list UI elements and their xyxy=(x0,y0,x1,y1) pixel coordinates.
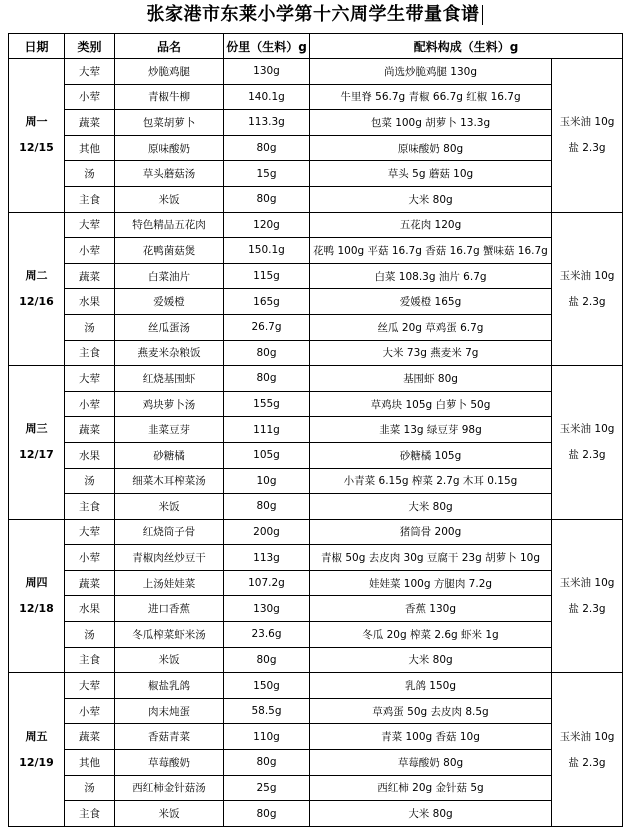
day-name: 周四 xyxy=(25,575,48,589)
ingredients-cell: 大米 80g xyxy=(310,494,552,520)
ingredients-cell: 原味酸奶 80g xyxy=(310,135,552,161)
oil-salt-cell xyxy=(552,519,623,673)
table-row xyxy=(9,724,623,750)
oil-amount: 玉米油 10g xyxy=(559,576,615,589)
category-cell: 其他 xyxy=(65,135,115,161)
day-cell xyxy=(9,212,65,366)
dish-cell: 上汤娃娃菜 xyxy=(115,570,224,596)
ingredients-cell: 大米 80g xyxy=(310,186,552,212)
portion-cell: 80g xyxy=(224,135,310,161)
salt-amount: 盐 2.3g xyxy=(568,756,606,769)
salt-amount: 盐 2.3g xyxy=(568,602,606,615)
category-cell: 小荤 xyxy=(65,698,115,724)
table-row xyxy=(9,417,623,443)
ingredients-cell: 五花肉 120g xyxy=(310,212,552,238)
portion-cell: 107.2g xyxy=(224,570,310,596)
ingredients-cell: 草鸡块 105g 白萝卜 50g xyxy=(310,391,552,417)
ingredients-cell: 青椒 50g 去皮肉 30g 豆腐干 23g 胡萝卜 10g xyxy=(310,545,552,571)
table-row xyxy=(9,110,623,136)
ingredients-cell: 韭菜 13g 绿豆芽 98g xyxy=(310,417,552,443)
header-ingredients: 配料构成（生料）g xyxy=(310,34,623,59)
table-row xyxy=(9,442,623,468)
ingredients-cell: 娃娃菜 100g 方腿肉 7.2g xyxy=(310,570,552,596)
category-cell: 主食 xyxy=(65,801,115,827)
menu-table xyxy=(8,33,623,827)
dish-cell: 红烧基围虾 xyxy=(115,366,224,392)
category-cell: 大荤 xyxy=(65,59,115,85)
dish-cell: 草头蘑菇汤 xyxy=(115,161,224,187)
ingredients-cell: 白菜 108.3g 油片 6.7g xyxy=(310,263,552,289)
dish-cell: 包菜胡萝卜 xyxy=(115,110,224,136)
day-cell xyxy=(9,673,65,827)
table-row xyxy=(9,750,623,776)
category-cell: 小荤 xyxy=(65,545,115,571)
table-row xyxy=(9,801,623,827)
category-cell: 主食 xyxy=(65,647,115,673)
ingredients-cell: 砂糖橘 105g xyxy=(310,442,552,468)
ingredients-cell: 花鸭 100g 平菇 16.7g 香菇 16.7g 蟹味菇 16.7g xyxy=(310,238,552,264)
dish-cell: 冬瓜榨菜虾米汤 xyxy=(115,622,224,648)
ingredients-cell: 尚选炒脆鸡腿 130g xyxy=(310,59,552,85)
table-row xyxy=(9,545,623,571)
salt-amount: 盐 2.3g xyxy=(568,295,606,308)
table-row xyxy=(9,161,623,187)
category-cell: 主食 xyxy=(65,186,115,212)
ingredients-cell: 包菜 100g 胡萝卜 13.3g xyxy=(310,110,552,136)
dish-cell: 砂糖橘 xyxy=(115,442,224,468)
header-row xyxy=(9,34,623,59)
dish-cell: 爱媛橙 xyxy=(115,289,224,315)
portion-cell: 80g xyxy=(224,366,310,392)
oil-amount: 玉米油 10g xyxy=(559,423,615,436)
portion-cell: 150.1g xyxy=(224,238,310,264)
category-cell: 大荤 xyxy=(65,519,115,545)
dish-cell: 香菇青菜 xyxy=(115,724,224,750)
oil-amount: 玉米油 10g xyxy=(559,269,615,282)
day-date: 12/17 xyxy=(19,448,54,462)
table-row xyxy=(9,186,623,212)
category-cell: 大荤 xyxy=(65,212,115,238)
portion-cell: 80g xyxy=(224,801,310,827)
table-row xyxy=(9,519,623,545)
portion-cell: 15g xyxy=(224,161,310,187)
oil-salt-cell xyxy=(552,673,623,827)
ingredients-cell: 牛里脊 56.7g 青椒 66.7g 红椒 16.7g xyxy=(310,84,552,110)
dish-cell: 草莓酸奶 xyxy=(115,750,224,776)
dish-cell: 青椒肉丝炒豆干 xyxy=(115,545,224,571)
table-row xyxy=(9,340,623,366)
dish-cell: 西红柿金针菇汤 xyxy=(115,775,224,801)
day-name: 周五 xyxy=(25,729,48,743)
portion-cell: 23.6g xyxy=(224,622,310,648)
portion-cell: 113.3g xyxy=(224,110,310,136)
portion-cell: 10g xyxy=(224,468,310,494)
day-cell xyxy=(9,59,65,213)
table-row xyxy=(9,84,623,110)
day-name: 周一 xyxy=(25,115,48,129)
portion-cell: 58.5g xyxy=(224,698,310,724)
ingredients-cell: 大米 73g 燕麦米 7g xyxy=(310,340,552,366)
portion-cell: 130g xyxy=(224,59,310,85)
category-cell: 蔬菜 xyxy=(65,263,115,289)
ingredients-cell: 猪筒骨 200g xyxy=(310,519,552,545)
header-date: 日期 xyxy=(9,34,65,59)
portion-cell: 105g xyxy=(224,442,310,468)
ingredients-cell: 草莓酸奶 80g xyxy=(310,750,552,776)
category-cell: 小荤 xyxy=(65,238,115,264)
portion-cell: 80g xyxy=(224,494,310,520)
portion-cell: 111g xyxy=(224,417,310,443)
day-cell xyxy=(9,366,65,520)
header-category: 类别 xyxy=(65,34,115,59)
table-row xyxy=(9,596,623,622)
dish-cell: 椒盐乳鸽 xyxy=(115,673,224,699)
dish-cell: 鸡块萝卜汤 xyxy=(115,391,224,417)
portion-cell: 80g xyxy=(224,340,310,366)
ingredients-cell: 基围虾 80g xyxy=(310,366,552,392)
ingredients-cell: 大米 80g xyxy=(310,647,552,673)
dish-cell: 燕麦米杂粮饭 xyxy=(115,340,224,366)
dish-cell: 原味酸奶 xyxy=(115,135,224,161)
dish-cell: 红烧筒子骨 xyxy=(115,519,224,545)
table-row xyxy=(9,238,623,264)
dish-cell: 白菜油片 xyxy=(115,263,224,289)
header-portion: 份里（生料）g xyxy=(224,34,310,59)
table-row xyxy=(9,698,623,724)
dish-cell: 炒脆鸡腿 xyxy=(115,59,224,85)
header-dish: 品名 xyxy=(115,34,224,59)
table-row xyxy=(9,263,623,289)
oil-salt-cell xyxy=(552,212,623,366)
page-title xyxy=(0,0,629,32)
category-cell: 主食 xyxy=(65,494,115,520)
category-cell: 蔬菜 xyxy=(65,570,115,596)
day-name: 周三 xyxy=(25,422,48,436)
portion-cell: 80g xyxy=(224,647,310,673)
portion-cell: 155g xyxy=(224,391,310,417)
portion-cell: 200g xyxy=(224,519,310,545)
portion-cell: 165g xyxy=(224,289,310,315)
portion-cell: 115g xyxy=(224,263,310,289)
oil-salt-cell xyxy=(552,59,623,213)
table-row xyxy=(9,314,623,340)
category-cell: 大荤 xyxy=(65,366,115,392)
dish-cell: 肉末炖蛋 xyxy=(115,698,224,724)
dish-cell: 米饭 xyxy=(115,494,224,520)
portion-cell: 150g xyxy=(224,673,310,699)
table-row xyxy=(9,647,623,673)
ingredients-cell: 西红柿 20g 金针菇 5g xyxy=(310,775,552,801)
portion-cell: 113g xyxy=(224,545,310,571)
ingredients-cell: 冬瓜 20g 榨菜 2.6g 虾米 1g xyxy=(310,622,552,648)
category-cell: 水果 xyxy=(65,289,115,315)
table-row xyxy=(9,135,623,161)
day-name: 周二 xyxy=(25,268,48,282)
category-cell: 水果 xyxy=(65,442,115,468)
oil-salt-cell xyxy=(552,366,623,520)
table-row xyxy=(9,289,623,315)
ingredients-cell: 乳鸽 150g xyxy=(310,673,552,699)
dish-cell: 米饭 xyxy=(115,186,224,212)
category-cell: 主食 xyxy=(65,340,115,366)
dish-cell: 特色精品五花肉 xyxy=(115,212,224,238)
ingredients-cell: 草头 5g 蘑菇 10g xyxy=(310,161,552,187)
table-row xyxy=(9,468,623,494)
portion-cell: 140.1g xyxy=(224,84,310,110)
category-cell: 水果 xyxy=(65,596,115,622)
dish-cell: 米饭 xyxy=(115,801,224,827)
portion-cell: 25g xyxy=(224,775,310,801)
menu-body xyxy=(9,59,623,827)
ingredients-cell: 小青菜 6.15g 榨菜 2.7g 木耳 0.15g xyxy=(310,468,552,494)
table-row xyxy=(9,59,623,85)
table-row xyxy=(9,391,623,417)
category-cell: 汤 xyxy=(65,161,115,187)
title-text: 张家港市东莱小学第十六周学生带量食谱 xyxy=(146,4,480,25)
ingredients-cell: 香蕉 130g xyxy=(310,596,552,622)
category-cell: 蔬菜 xyxy=(65,724,115,750)
dish-cell: 进口香蕉 xyxy=(115,596,224,622)
table-row xyxy=(9,570,623,596)
dish-cell: 韭菜豆芽 xyxy=(115,417,224,443)
day-date: 12/19 xyxy=(19,755,54,769)
category-cell: 小荤 xyxy=(65,84,115,110)
table-row xyxy=(9,622,623,648)
table-row xyxy=(9,494,623,520)
dish-cell: 青椒牛柳 xyxy=(115,84,224,110)
day-date: 12/16 xyxy=(19,294,54,308)
dish-cell: 米饭 xyxy=(115,647,224,673)
table-row xyxy=(9,673,623,699)
category-cell: 大荤 xyxy=(65,673,115,699)
portion-cell: 110g xyxy=(224,724,310,750)
ingredients-cell: 草鸡蛋 50g 去皮肉 8.5g xyxy=(310,698,552,724)
portion-cell: 26.7g xyxy=(224,314,310,340)
portion-cell: 130g xyxy=(224,596,310,622)
portion-cell: 120g xyxy=(224,212,310,238)
day-cell xyxy=(9,519,65,673)
table-row xyxy=(9,775,623,801)
day-date: 12/15 xyxy=(19,141,54,155)
portion-cell: 80g xyxy=(224,750,310,776)
dish-cell: 花鸭菌菇煲 xyxy=(115,238,224,264)
category-cell: 汤 xyxy=(65,622,115,648)
table-row xyxy=(9,366,623,392)
ingredients-cell: 丝瓜 20g 草鸡蛋 6.7g xyxy=(310,314,552,340)
dish-cell: 细菜木耳榨菜汤 xyxy=(115,468,224,494)
category-cell: 蔬菜 xyxy=(65,417,115,443)
category-cell: 蔬菜 xyxy=(65,110,115,136)
portion-cell: 80g xyxy=(224,186,310,212)
ingredients-cell: 大米 80g xyxy=(310,801,552,827)
category-cell: 小荤 xyxy=(65,391,115,417)
category-cell: 汤 xyxy=(65,314,115,340)
text-cursor xyxy=(482,5,483,25)
salt-amount: 盐 2.3g xyxy=(568,142,606,155)
dish-cell: 丝瓜蛋汤 xyxy=(115,314,224,340)
oil-amount: 玉米油 10g xyxy=(559,116,615,129)
oil-amount: 玉米油 10g xyxy=(559,730,615,743)
ingredients-cell: 爱媛橙 165g xyxy=(310,289,552,315)
category-cell: 汤 xyxy=(65,775,115,801)
day-date: 12/18 xyxy=(19,601,54,615)
category-cell: 其他 xyxy=(65,750,115,776)
table-row xyxy=(9,212,623,238)
ingredients-cell: 青菜 100g 香菇 10g xyxy=(310,724,552,750)
salt-amount: 盐 2.3g xyxy=(568,449,606,462)
category-cell: 汤 xyxy=(65,468,115,494)
